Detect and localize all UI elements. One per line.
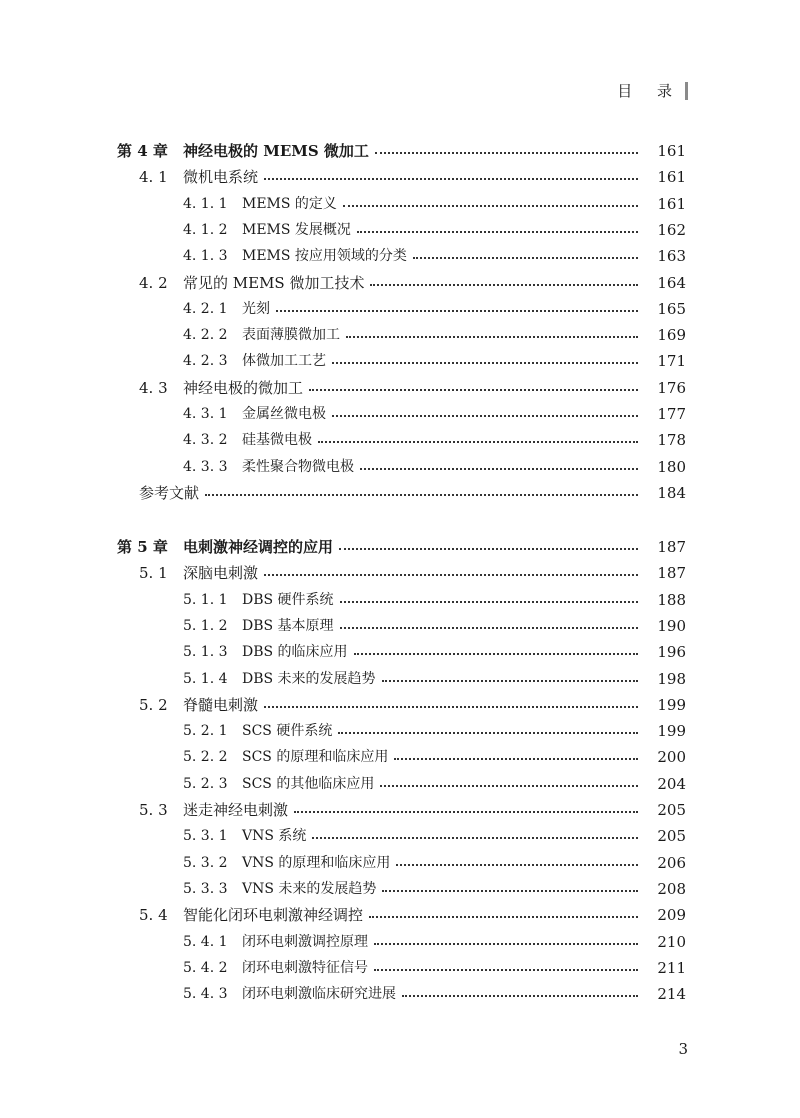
toc-entry-number: 5. 1 — [139, 564, 168, 583]
toc-entry-number: 5. 2. 2 — [183, 749, 228, 766]
toc-entry-section[interactable] — [0, 904, 800, 930]
toc-dot-leader — [318, 441, 638, 443]
toc-entry-title: 表面薄膜微加工 — [242, 327, 340, 344]
toc-entry-number: 5. 3. 3 — [183, 880, 228, 897]
toc-entry-section[interactable] — [0, 694, 800, 720]
toc-entry-subsection[interactable] — [0, 773, 800, 799]
toc-entry-page: 211 — [657, 958, 686, 977]
toc-entry-number: 第 5 章 — [117, 538, 168, 556]
toc-entry-title: 常见的 MEMS 微加工技术 — [183, 273, 365, 292]
toc-dot-leader — [332, 362, 638, 364]
toc-entry-title: 闭环电刺激临床研究进展 — [242, 986, 396, 1003]
toc-entry-page: 208 — [657, 879, 686, 898]
toc-entry-subsection[interactable] — [0, 615, 800, 641]
toc-dot-leader — [205, 494, 638, 496]
toc-entry-number: 5. 4. 1 — [183, 933, 228, 950]
toc-entry-title: 体微加工工艺 — [242, 353, 326, 370]
toc-entry-number: 5. 3 — [139, 801, 168, 819]
toc-dot-leader — [413, 257, 638, 259]
toc-entry-page: 214 — [657, 985, 686, 1004]
toc-entry-number: 第 4 章 — [117, 142, 168, 160]
toc-entry-title: 深脑电刺激 — [183, 564, 259, 583]
toc-entry-number: 4. 3. 1 — [183, 406, 228, 422]
toc-entry-number: 4. 2. 3 — [183, 353, 228, 370]
toc-dot-leader — [354, 653, 638, 655]
running-header: 目 录 — [617, 82, 682, 100]
toc-entry-page: 176 — [657, 378, 686, 397]
toc-dot-leader — [370, 284, 638, 286]
toc-entry-page: 178 — [657, 431, 686, 450]
toc-entry-page: 205 — [657, 801, 686, 819]
toc-entry-page: 184 — [657, 483, 686, 502]
toc-entry-number: 4. 1. 2 — [183, 221, 228, 238]
toc-entry-number: 5. 3. 2 — [183, 854, 228, 871]
toc-entry-subsection[interactable] — [0, 668, 800, 694]
toc-entry-chapter[interactable] — [0, 536, 800, 562]
toc-dot-leader — [339, 548, 638, 550]
toc-entry-number: 5. 1. 2 — [183, 617, 228, 634]
toc-entry-page: 188 — [657, 590, 686, 609]
toc-dot-leader — [276, 310, 638, 312]
toc-entry-page: 165 — [657, 299, 686, 318]
toc-entry-number: 5. 2 — [139, 695, 168, 714]
page-number: 3 — [678, 1040, 688, 1058]
toc-entry-title: 智能化闭环电刺激神经调控 — [183, 906, 364, 925]
toc-entry-number: 4. 1. 3 — [183, 248, 228, 265]
toc-entry-page: 190 — [657, 616, 686, 635]
toc-entry-number: 4. 3 — [139, 378, 168, 397]
toc-entry-title: 柔性聚合物微电极 — [242, 458, 354, 475]
toc-dot-leader — [332, 415, 638, 417]
toc-entry-title: SCS 硬件系统 — [242, 723, 333, 740]
toc-entry-subsection[interactable] — [0, 931, 800, 957]
toc-entry-number: 5. 3. 1 — [183, 828, 228, 845]
toc-entry-page: 199 — [657, 695, 686, 714]
toc-dot-leader — [338, 732, 638, 734]
toc-entry-subsection[interactable] — [0, 298, 800, 324]
toc-entry-page: 206 — [657, 853, 686, 872]
toc-entry-title: 神经电极的微加工 — [183, 378, 304, 397]
toc-entry-title: 硅基微电极 — [242, 432, 312, 449]
toc-entry-page: 205 — [657, 827, 686, 846]
toc-dot-leader — [346, 336, 638, 338]
toc-dot-leader — [264, 706, 638, 708]
toc-entry-subsection[interactable] — [0, 641, 800, 667]
toc-entry-subsection[interactable] — [0, 589, 800, 615]
toc-entry-subsection[interactable] — [0, 219, 800, 245]
toc-entry-section[interactable] — [0, 562, 800, 588]
toc-entry-subsection[interactable] — [0, 429, 800, 455]
toc-dot-leader — [360, 468, 638, 470]
toc-entry-title: MEMS 的定义 — [242, 195, 337, 212]
toc-entry-section[interactable] — [0, 166, 800, 192]
toc-entry-page: 177 — [657, 405, 686, 423]
toc-entry-title: 脊髓电刺激 — [183, 695, 259, 714]
toc-entry-title: 微机电系统 — [183, 168, 259, 187]
toc-entry-subsection[interactable] — [0, 350, 800, 376]
toc-entry-number: 5. 2. 1 — [183, 723, 228, 740]
toc-entry-number: 4. 1. 1 — [183, 195, 228, 212]
toc-entry-subsection[interactable] — [0, 193, 800, 219]
toc-entry-subsection[interactable] — [0, 245, 800, 271]
toc-entry-number: 5. 4 — [139, 906, 168, 925]
toc-entry-page: 196 — [657, 643, 686, 662]
toc-dot-leader — [402, 995, 638, 997]
toc-entry-page: 161 — [657, 142, 686, 160]
toc-entry-subsection[interactable] — [0, 878, 800, 904]
toc-entry-page: 169 — [657, 326, 686, 345]
toc-dot-leader — [374, 943, 638, 945]
toc-entry-page: 187 — [657, 538, 686, 556]
toc-dot-leader — [294, 811, 638, 813]
toc-entry-title: DBS 未来的发展趋势 — [242, 670, 376, 687]
toc-entry-number: 5. 1. 1 — [183, 591, 228, 608]
toc-dot-leader — [369, 916, 638, 918]
toc-entry-subsection[interactable] — [0, 746, 800, 772]
toc-dot-leader — [396, 864, 638, 866]
toc-entry-subsection[interactable] — [0, 825, 800, 851]
toc-entry-page: 161 — [657, 194, 686, 213]
toc-entry-number: 5. 1. 4 — [183, 670, 228, 687]
toc-dot-leader — [264, 574, 638, 576]
toc-entry-page: 164 — [657, 273, 686, 292]
toc-dot-leader — [343, 205, 638, 207]
toc-entry-number: 4. 2. 2 — [183, 327, 228, 344]
toc-entry-number: 5. 2. 3 — [183, 775, 228, 792]
toc-entry-page: 171 — [657, 352, 686, 371]
toc-entry-refs[interactable] — [0, 482, 800, 508]
toc-entry-number: 5. 4. 2 — [183, 959, 228, 976]
toc-entry-page: 187 — [657, 564, 686, 583]
toc-dot-leader — [357, 231, 638, 233]
toc-entry-title: VNS 未来的发展趋势 — [242, 880, 377, 897]
toc-entry-subsection[interactable] — [0, 403, 800, 429]
toc-entry-title: DBS 的临床应用 — [242, 644, 348, 661]
toc-entry-title: 金属丝微电极 — [242, 406, 326, 422]
toc-entry-page: 209 — [657, 906, 686, 925]
toc-entry-subsection[interactable] — [0, 983, 800, 1009]
toc-entry-page: 162 — [657, 220, 686, 239]
header-bar-decoration — [685, 82, 688, 100]
toc-entry-number: 5. 4. 3 — [183, 986, 228, 1003]
toc-entry-subsection[interactable] — [0, 324, 800, 350]
toc-dot-leader — [340, 601, 638, 603]
toc-entry-number: 4. 1 — [139, 168, 168, 187]
toc-entry-page: 204 — [657, 774, 686, 793]
toc-dot-leader — [394, 758, 638, 760]
toc-entry-title: 电刺激神经调控的应用 — [183, 538, 334, 556]
toc-entry-page: 210 — [657, 932, 686, 951]
toc-entry-title: 参考文献 — [139, 483, 200, 502]
toc-entry-page: 163 — [657, 247, 686, 266]
toc-entry-subsection[interactable] — [0, 720, 800, 746]
toc-dot-leader — [312, 837, 638, 839]
toc-dot-leader — [374, 969, 638, 971]
toc-entry-number: 4. 3. 3 — [183, 458, 228, 475]
toc-entry-subsection[interactable] — [0, 957, 800, 983]
toc-dot-leader — [264, 178, 638, 180]
toc-entry-title: MEMS 发展概况 — [242, 221, 351, 238]
toc-dot-leader — [380, 785, 638, 787]
toc-entry-section[interactable] — [0, 377, 800, 403]
toc-entry-title: VNS 的原理和临床应用 — [242, 854, 391, 871]
toc-entry-section[interactable] — [0, 272, 800, 298]
toc-entry-page: 161 — [657, 168, 686, 187]
toc-entry-page: 180 — [657, 457, 686, 476]
toc-entry-title: 光刻 — [242, 300, 270, 317]
toc-entry-subsection[interactable] — [0, 456, 800, 482]
toc-entry-title: 神经电极的 MEMS 微加工 — [183, 142, 369, 160]
toc-entry-number: 5. 1. 3 — [183, 644, 228, 661]
toc-dot-leader — [375, 152, 638, 154]
toc-entry-page: 200 — [657, 748, 686, 767]
toc-entry-title: VNS 系统 — [242, 828, 307, 845]
toc-entry-number: 4. 2. 1 — [183, 300, 228, 317]
toc-entry-title: DBS 基本原理 — [242, 617, 334, 634]
toc-entry-number: 4. 3. 2 — [183, 432, 228, 449]
toc-entry-subsection[interactable] — [0, 852, 800, 878]
toc-entry-title: SCS 的原理和临床应用 — [242, 749, 389, 766]
toc-entry-section[interactable] — [0, 799, 800, 825]
toc-dot-leader — [382, 890, 638, 892]
toc-entry-title: 闭环电刺激特征信号 — [242, 959, 368, 976]
toc-entry-number: 4. 2 — [139, 273, 168, 292]
toc-entry-title: 迷走神经电刺激 — [183, 801, 289, 819]
toc-entry-title: MEMS 按应用领域的分类 — [242, 248, 407, 265]
toc-entry-page: 198 — [657, 669, 686, 688]
toc-dot-leader — [382, 680, 638, 682]
toc-dot-leader — [340, 627, 638, 629]
toc-dot-leader — [309, 389, 638, 391]
toc-entry-title: DBS 硬件系统 — [242, 591, 334, 608]
toc-entry-page: 199 — [657, 722, 686, 741]
toc-entry-title: 闭环电刺激调控原理 — [242, 933, 368, 950]
toc-entry-chapter[interactable] — [0, 140, 800, 166]
toc-entry-title: SCS 的其他临床应用 — [242, 775, 375, 792]
